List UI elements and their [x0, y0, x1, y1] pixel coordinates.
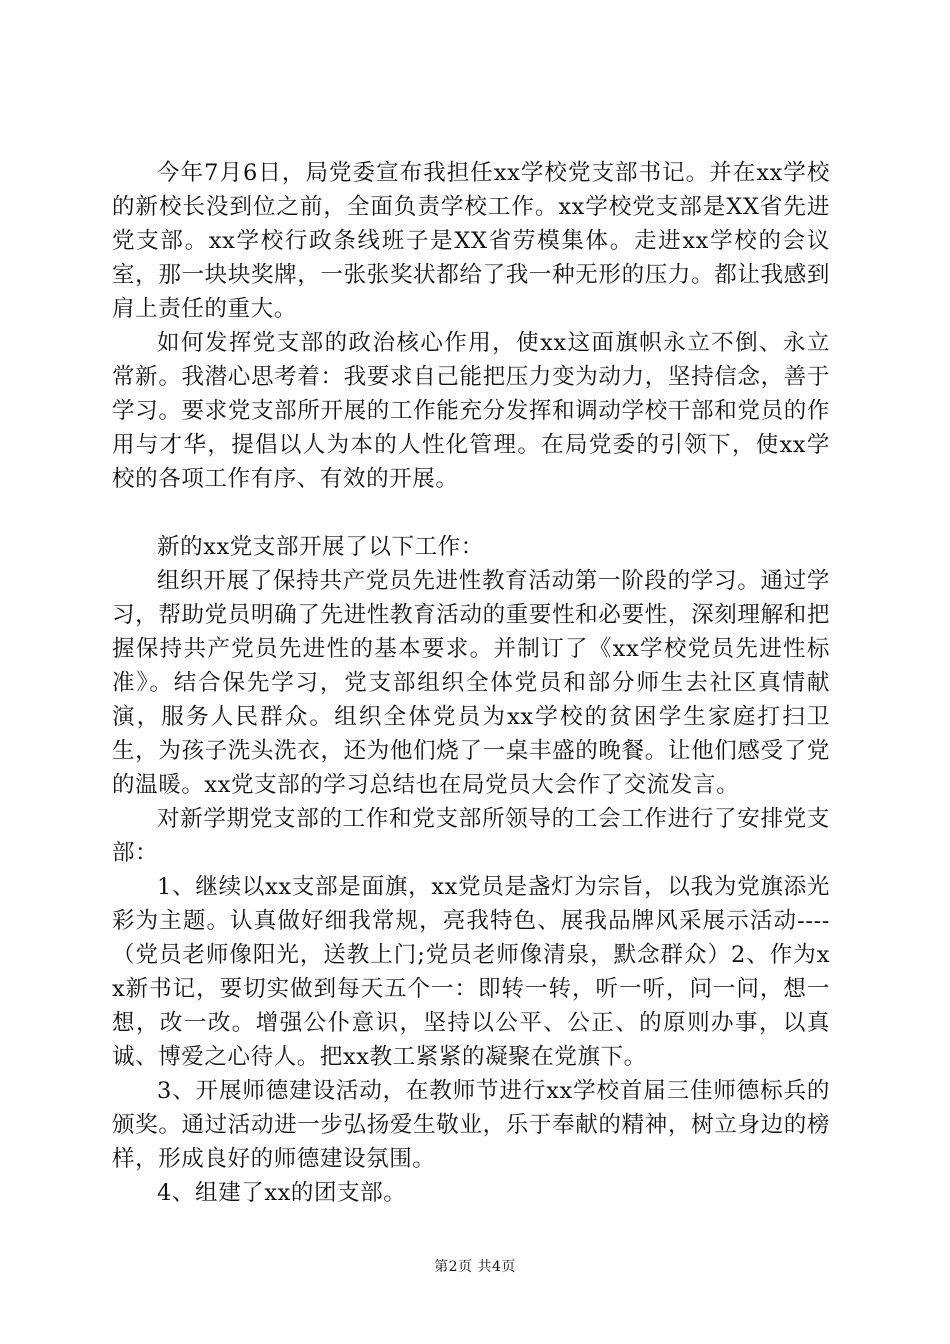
paragraph-item-3: 3、开展师德建设活动，在教师节进行xx学校首届三佳师德标兵的颁奖。通过活动进一步弘扬爱生敬业，乐于奉献的精神，树立身边的榜样，形成良好的师德建设氛围。	[112, 1078, 830, 1172]
paragraph-item-1-2: 1、继续以xx支部是面旗，xx党员是盏灯为宗旨，以我为党旗添光彩为主题。认真做好细我常规，亮我特色、展我品牌风采展示活动----（党员老师像阳光，送教上门;党员老师像清泉，默念群众）2、作为xx新书记，要切实做到每天五个一：即转一转，听一听，问一问，想一想，改一改。增强公仆意识，坚持以公平、公正、的原则办事，以真诚、博爱之心待人。把xx教工紧紧的凝聚在党旗下。	[112, 874, 830, 1070]
paragraph-study-activity: 组织开展了保持共产党员先进性教育活动第一阶段的学习。通过学习，帮助党员明确了先进性教育活动的重要性和必要性，深刻理解和把握保持共产党员先进性的基本要求。并制订了《xx学校党员先进性标准》。结合保先学习，党支部组织全体党员和部分师生去社区真情献演，服务人民群众。组织全体党员为xx学校的贫困学生家庭打扫卫生，为孩子洗头洗衣，还为他们烧了一桌丰盛的晚餐。让他们感受了党的温暖。xx党支部的学习总结也在局党员大会作了交流发言。	[112, 568, 830, 798]
paragraph-work-intro: 新的xx党支部开展了以下工作：	[157, 534, 484, 560]
paragraph-semester-plan: 对新学期党支部的工作和党支部所领导的工会工作进行了安排党支部：	[112, 806, 830, 866]
paragraph-item-4: 4、组建了xx的团支部。	[157, 1180, 407, 1206]
page-number-footer: 第2页 共4页	[434, 1259, 516, 1275]
paragraph-reflection: 如何发挥党支部的政治核心作用，使xx这面旗帜永立不倒、永立常新。我潜心思考着：我要求自己能把压力变为动力，坚持信念，善于学习。要求党支部所开展的工作能充分发挥和调动学校干部和党员的作用与才华，提倡以人为本的人性化管理。在局党委的引领下，使xx学校的各项工作有序、有效的开展。	[112, 330, 830, 492]
paragraph-spacer	[112, 496, 830, 530]
document-body	[112, 156, 830, 1210]
paragraph-appointment: 今年7月6日，局党委宣布我担任xx学校党支部书记。并在xx学校的新校长没到位之前，全面负责学校工作。xx学校党支部是XX省先进党支部。xx学校行政条线班子是XX省劳模集体。走进xx学校的会议室，那一块块奖牌，一张张奖状都给了我一种无形的压力。都让我感到肩上责任的重大。	[112, 160, 830, 322]
